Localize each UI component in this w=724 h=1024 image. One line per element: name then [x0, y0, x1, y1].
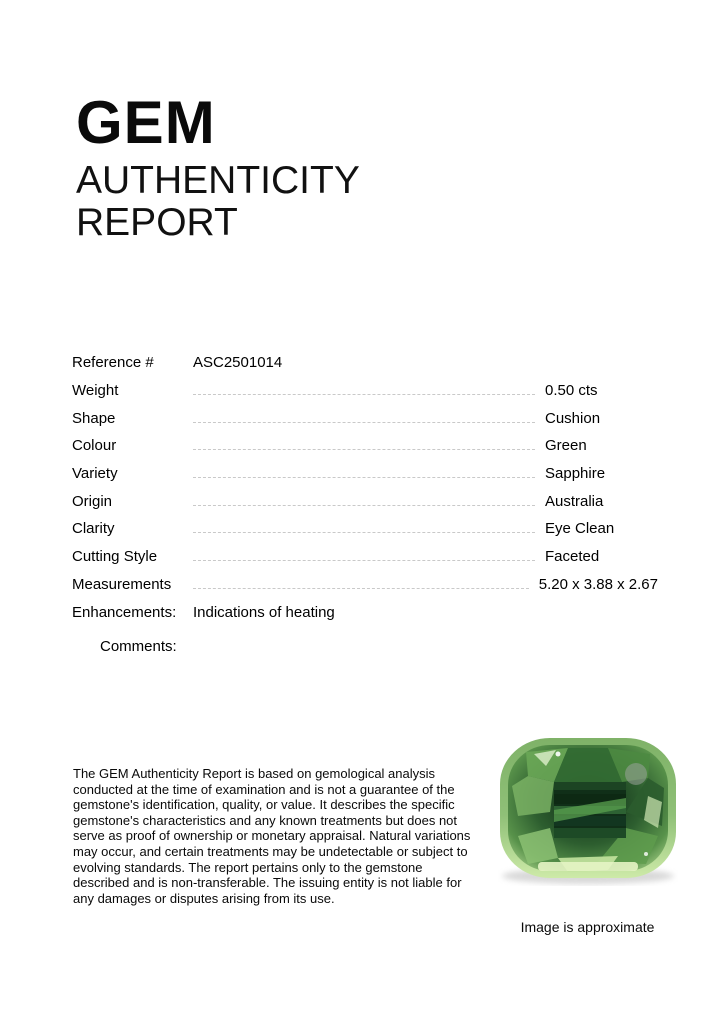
field-value: Faceted [545, 548, 600, 566]
leader-line [193, 532, 535, 533]
field-row-comments [72, 633, 658, 661]
field-value: Indications of heating [193, 603, 335, 621]
report-title: GEM [76, 89, 216, 156]
field-value: Sapphire [545, 465, 606, 483]
gem-photo [498, 736, 678, 886]
gem-caption: Image is approximate [520, 919, 655, 935]
field-row-cutting-style [72, 543, 658, 571]
leader-line [193, 394, 535, 395]
report-subtitle-line1: AUTHENTICITY [76, 159, 360, 202]
field-value: 0.50 cts [545, 382, 598, 400]
field-value: Eye Clean [545, 520, 615, 538]
leader-line [193, 477, 535, 478]
disclaimer-text: The GEM Authenticity Report is based on gemological analysis conducted at the time of examination and is not a guarantee of the gemstone's identification, quality, or value. It describes the specific gemstone's characteristics and any known treatments but does not serve as proof of ownership or monetary appraisal. Natural variations may occur, and certain treatments may be undetectable or subject to evolving standards. The report pertains only to the gemstone described and is non-transferable. The issuing entity is not liable for any damages or disputes arising from its use. [73, 766, 471, 906]
field-label: Enhancements: [72, 603, 177, 621]
field-row-origin [72, 487, 658, 515]
field-label: Colour [72, 437, 117, 455]
field-row-variety [72, 460, 658, 488]
field-label: Clarity [72, 520, 115, 538]
gem-figure [470, 726, 705, 935]
leader-line [193, 422, 535, 423]
field-row-reference [72, 349, 658, 377]
leader-line [193, 588, 529, 589]
report-subtitle-line2: REPORT [76, 201, 238, 244]
field-row-clarity [72, 515, 658, 543]
field-label: Reference # [72, 354, 154, 372]
field-row-colour [72, 432, 658, 460]
field-value: Cushion [545, 409, 601, 427]
leader-line [193, 449, 535, 450]
field-row-weight [72, 377, 658, 405]
field-row-shape [72, 404, 658, 432]
field-label: Origin [72, 492, 113, 510]
field-value: 5.20 x 3.88 x 2.67 [538, 575, 658, 593]
gem-attributes [72, 349, 658, 661]
field-label: Cutting Style [72, 548, 158, 566]
field-value: Green [545, 437, 587, 455]
field-label: Variety [72, 465, 118, 483]
report-header [76, 89, 360, 244]
field-label: Shape [72, 409, 116, 427]
field-label: Weight [72, 382, 119, 400]
leader-line [193, 505, 535, 506]
leader-line [193, 560, 535, 561]
field-row-measurements [72, 571, 658, 599]
field-row-enhancements [72, 598, 658, 626]
field-value: ASC2501014 [193, 354, 283, 372]
field-label: Comments: [100, 638, 177, 656]
report-subtitle [76, 160, 360, 244]
field-label: Measurements [72, 575, 172, 593]
field-value: Australia [545, 492, 604, 510]
